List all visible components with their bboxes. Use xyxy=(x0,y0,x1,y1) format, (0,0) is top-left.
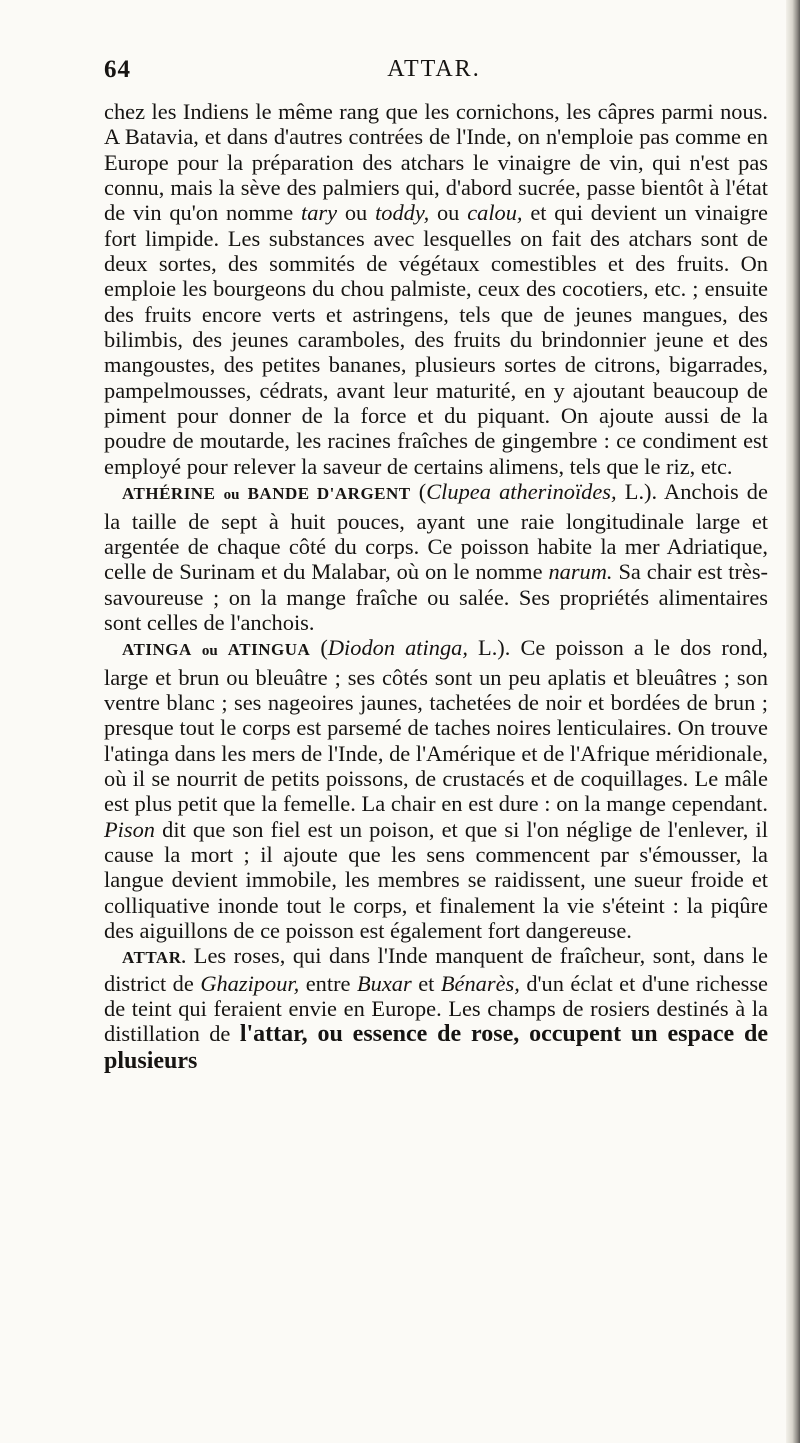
entry-atherine: ATHÉRINE ou BANDE D'ARGENT (Clupea atherinoïdes, L.). Anchois de la taille de sept à huit pouces, ayant une raie longitudinale large et argentée de chaque côté du corps. Ce poisson habite la mer Adriatique, celle de Surinam et du Malabar, où on le nomme narum. Sa chair est très-savoureuse ; on la mange fraîche ou salée. Ses propriétés alimentaires sont celles de l'anchois. xyxy=(104,479,769,635)
page-header xyxy=(104,56,724,96)
body-text xyxy=(104,99,768,1074)
entry-attar: ATTAR. Les roses, qui dans l'Inde manquent de fraîcheur, sont, dans le district de Ghazipour, entre Buxar et Bénarès, d'un éclat et d'une richesse de teint qui feraient envie en Europe. Les champs de rosiers destinés à la distillation de l'attar, ou essence de rose, occupent un espace de plusieurs xyxy=(104,943,768,1074)
page-number: 64 xyxy=(104,56,131,83)
headword-alt: BANDE D'ARGENT xyxy=(247,484,411,504)
running-head: ATTAR. xyxy=(387,56,481,82)
entry-atinga: ATINGA ou ATINGUA (Diodon atinga, L.). Ce poisson a le dos rond, large et brun ou bleuâtre ; ses côtés sont un peu aplatis et bleuâtres ; son ventre blanc ; ses nageoires jaunes, tachetées de noir et bordées de brun ; presque tout le corps est parsemé de taches noires lenticulaires. On trouve l'atinga dans les mers de l'Inde, de l'Amérique et de l'Afrique méridionale, où il se nourrit de petits poissons, de crustacés et de coquillages. Le mâle est plus petit que la femelle. La chair en est dure : on la mange cependant. Pison dit que son fiel est un poison, et que si l'on néglige de l'enlever, il cause la mort ; il ajoute que les sens commencent par s'émousser, la langue devient immobile, les membres se raidissent, une sueur froide et colliquative inonde tout le corps, et finalement la vie s'éteint : la piqûre des aiguillons de ce poisson est également fort dangereuse. xyxy=(104,635,768,943)
latin-name: Clupea atherinoïdes, xyxy=(426,479,617,505)
headword: ATINGA xyxy=(122,640,192,660)
final-line: l'attar, ou essence de rose, occupent un espace de plusieurs xyxy=(104,1021,768,1074)
latin-name: Diodon atinga, xyxy=(327,635,468,661)
page-edge xyxy=(786,0,800,1443)
paragraph-atchars-continued: chez les Indiens le même rang que les cornichons, les câpres parmi nous. A Batavia, et dans d'autres contrées de l'Inde, on n'emploie pas comme en Europe pour la préparation des atchars le vinaigre de vin, qui n'est pas connu, mais la sève des palmiers qui, d'abord sucrée, passe bientôt à l'état de vin qu'on nomme tary ou toddy, ou calou, et qui devient un vinaigre fort limpide. Les substances avec lesquelles on fait des atchars sont de deux sortes, des sommités de végétaux comestibles et des fruits. On emploie les bourgeons du chou palmiste, ceux des cocotiers, etc. ; ensuite des fruits encore verts et astringens, tels que de jeunes mangues, des bilimbis, des jeunes caramboles, des fruits du brindonnier jeune et des mangoustes, des petites bananes, plusieurs sortes de citrons, bigarrades, pampelmousses, cédrats, avant leur maturité, en y ajoutant beaucoup de piment pour donner de la force et du piquant. On ajoute aussi de la poudre de moutarde, les racines fraîches de gingembre : ce condiment est employé pour relever la saveur de certains alimens, tels que le riz, etc. xyxy=(104,99,768,479)
headword-alt: ATINGUA xyxy=(227,640,311,660)
headword: ATHÉRINE xyxy=(122,484,216,504)
headword: ATTAR. xyxy=(122,948,187,968)
